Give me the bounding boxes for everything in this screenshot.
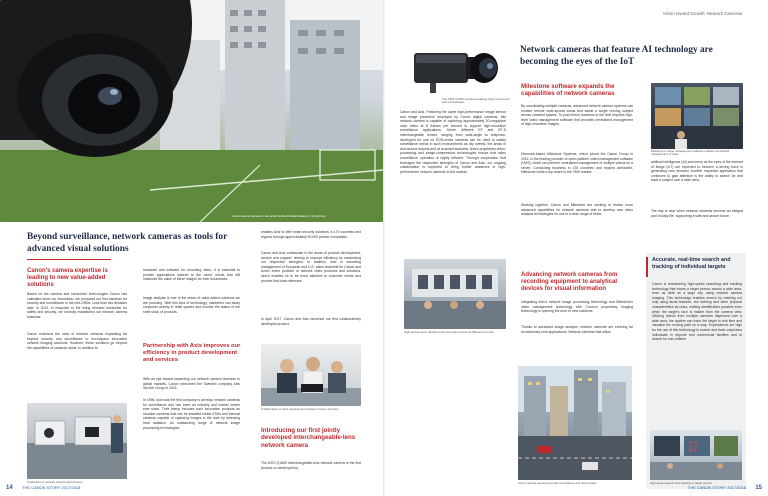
left-col2-para2: Image analysis is one of the areas of value-added solutions we are pursuing. With this kind of technology, marketers can study consumer activity in retail spaces and monitor the status of the shelf stock of products. <box>143 296 240 314</box>
right-col3-para1: artificial intelligence (AI) and serve as the eyes of the internet of things (IoT) are expected to become a driving force in generating new demand. Another important application that continues to gain attention is the ability to search for and track a subject over a wide area. <box>651 160 743 183</box>
axis-camera-caption: The AXIS Q1659 combines leading-edge Canon and Axis technologies <box>442 97 510 105</box>
hero-camera-illustration <box>0 0 383 222</box>
right-col2-para2: Denmark-based Milestone Systems, which joined the Canon Group in 2014, is the leading provider of open-platform video management software (VMS), which can perform centralized management of multiple videos on a server. Conducting business in 130 countries and regions worldwide, Milestone holds a top share in the VMS market. <box>521 152 633 175</box>
right-col2-para4: Integrating Axis's network image processing technology and Milestone's video management technology with Canon's proprietary imaging technology is opening the door to new solutions. <box>521 300 633 314</box>
milestone-screens-caption: Milestone's image management software enables centralized management of video <box>651 149 730 157</box>
right-headline: Network cameras that feature AI technology are becoming the eyes of the IoT <box>520 45 713 67</box>
left-page-number: 14 <box>6 485 13 491</box>
page-gutter <box>383 0 385 496</box>
right-running-header: Vision toward Growth: Network Cameras <box>662 11 742 16</box>
milestone-screens-illustration <box>651 83 743 149</box>
collaboration-photo <box>261 344 361 406</box>
sidebar-title: Accurate, real-time search and tracking of individual targets <box>652 257 731 270</box>
collaboration-caption: Collaborative product development between Canon and Axis <box>261 407 339 411</box>
production-illustration <box>27 403 127 479</box>
sidebar-box <box>646 253 746 489</box>
left-col3-para4: The AXIS Q1659 interchangeable-lens network camera is the first product co-developed by <box>261 461 361 470</box>
left-headline: Beyond surveillance, network cameras as tools for advanced visual solutions <box>27 232 228 254</box>
optical-team-caption: High-performance optical component team thrives at Milestone Center <box>404 330 494 334</box>
right-col2-subhead: Milestone software expands the capabilities of network cameras <box>521 83 615 98</box>
production-caption: Production of network camera performance <box>27 480 83 484</box>
left-col2-para3: With an eye toward expanding our network camera business to global markets, Canon welcomed the Swedish company Axis into the Group in 2015. <box>143 377 240 391</box>
left-col2-para1: hardware and software for recording video, it is essential to provide applications tailored to the users' needs that will maximize the value of these images for their businesses. <box>143 268 240 282</box>
headline-rule <box>27 259 111 260</box>
axis-camera-illustration <box>400 37 508 101</box>
milestone-screens-photo <box>651 83 743 149</box>
left-col3-subhead: Introducing our first jointly developed interchangeable-lens network camera <box>261 427 356 449</box>
sidebar-body: Canon is researching high-speed searching and tracking technology that traces a target person across a wide area, even as wide as a large city, using network camera imaging. This technology enables search by tracking not only using facial features, but clothing and other physical characteristics as clues, making identification possible even when the target's face is hidden from the camera view. Utilizing videos from multiple cameras dispersed over a wide area, the system can trace the target in real time and visualize the moving path on a map. Expectations are high for the use of this technology to search and track suspicious individuals in airports and commercial facilities and to search for lost children. <box>652 282 742 342</box>
right-col1-para1: Canon and Axis. Featuring the same high-performance image sensor and image processor employed by Canon digital cameras, this network camera is capable of capturing approximately 20-megapixel color video at 8 frames per second to support high-resolution surveillance applications. Seven different EF and EF-S interchangeable lenses, ranging from wide-angle to telephoto, developed for use on EOS-series cameras can be used to satisfy surveillance needs in such environments as city streets, the areas in and around airports and at crowded stadiums. Axis's proprietary video-processing and image-compression technologies ensure that video surveillance operation is highly efficient. Through cooperation that leverages the respective strengths of Canon and Axis, our ongoing collaboration is expected to bring further advances in high-performance network cameras to the market. <box>400 110 506 174</box>
left-col2-para4: In 1996, Axis was the first company to develop network cameras for surveillance and has been an industry and market leader ever since. Their lineup includes such innovative products as modular cameras that can be installed inside ATMs and thermal cameras capable of capturing images in the dark by detecting heat radiation. An outstanding range of network image processing technologies <box>143 398 240 430</box>
street-cameras-photo <box>518 366 632 480</box>
hero-caption: Canon network cameras in use at the Kitchee Football Academy in Hong Kong <box>232 215 326 218</box>
right-col2-para5: Thanks to advanced image analysis, network cameras are evolving far revolutionary new applications. Network cameras that utilize <box>521 325 633 334</box>
left-col3-para2: Canon and Axis collaborate in the areas of product development, service and support, striving to improve efficiency by maximizing our respective strengths. In addition, Axis is assuming management of European and U.S. sales channels for Canon and Axis's entire portfolio of network video products and solutions, which enables us to be more attentive to customer needs and provide first-class aftercare. <box>261 251 361 283</box>
collaboration-illustration <box>261 344 361 406</box>
optical-team-photo <box>404 259 506 329</box>
tracking-caption: High-speed search and tracking of target person <box>650 481 712 485</box>
right-col2-para1: By coordinating multiple cameras, advanced network camera systems can monitor remote wide-spread areas and assist a single moving subject across crowded spaces. To push these functions to the limit requires high-level video management software that provides centralized management of high-resolution images. <box>521 104 633 127</box>
left-col2-subhead: Partnership with Axis improves our efficiency in product development and services <box>143 343 241 363</box>
left-footer: THE CANON STORY 2017/2018 <box>22 485 81 490</box>
right-footer: THE CANON STORY 2017/2018 <box>687 485 746 490</box>
left-col1-para2: Canon envisions the uses of network cameras expanding far beyond security and surveillance to encompass innovative network imaging solutions. However, these solutions go beyond the capabilities of cameras alone. In addition to <box>27 332 127 350</box>
tracking-illustration <box>650 430 742 480</box>
optical-team-illustration <box>404 259 506 329</box>
hero-photo <box>0 0 383 222</box>
left-col3-para3: In April 2017, Canon and Axis launched our first collaboratively developed product. <box>261 317 361 326</box>
left-col3-para1: enables Axis to offer smart security solutions in 179 countries and regions through approximately 90,000 partner companies. <box>261 230 361 239</box>
sidebar-accent-bar <box>646 257 648 277</box>
left-col1-para1: Based on the camera and camcorder technologies Canon has cultivated since our foundation, we produced our first cameras for security and surveillance in the mid-1980s. Less than two decades later, in 2013, in response to the rising demand worldwide for safety and security, we formally established our network camera business. <box>27 292 127 319</box>
right-col2-para3: Working together, Canon and Milestone are seeking to realize more advanced capabilities for network cameras and to develop new video analysis technologies for use in a wide range of fields. <box>521 203 633 217</box>
street-cameras-illustration <box>518 366 632 480</box>
production-line-photo <box>27 403 127 479</box>
left-col1-subhead: Canon's camera expertise is leading to new value-added solutions <box>27 268 108 289</box>
tracking-photo <box>650 430 742 480</box>
street-cameras-caption: Axis's network cameras provide surveillance and urban areas <box>518 481 597 485</box>
axis-camera-product-photo <box>400 37 508 101</box>
right-page-number: 15 <box>755 485 762 491</box>
right-col2-subhead2: Advancing network cameras from recording equipment to analytical devices for visual information <box>521 272 618 293</box>
right-col3-para2: The day is near when network cameras become an integral part of daily life, supporting a safe and secure future. <box>651 209 743 218</box>
